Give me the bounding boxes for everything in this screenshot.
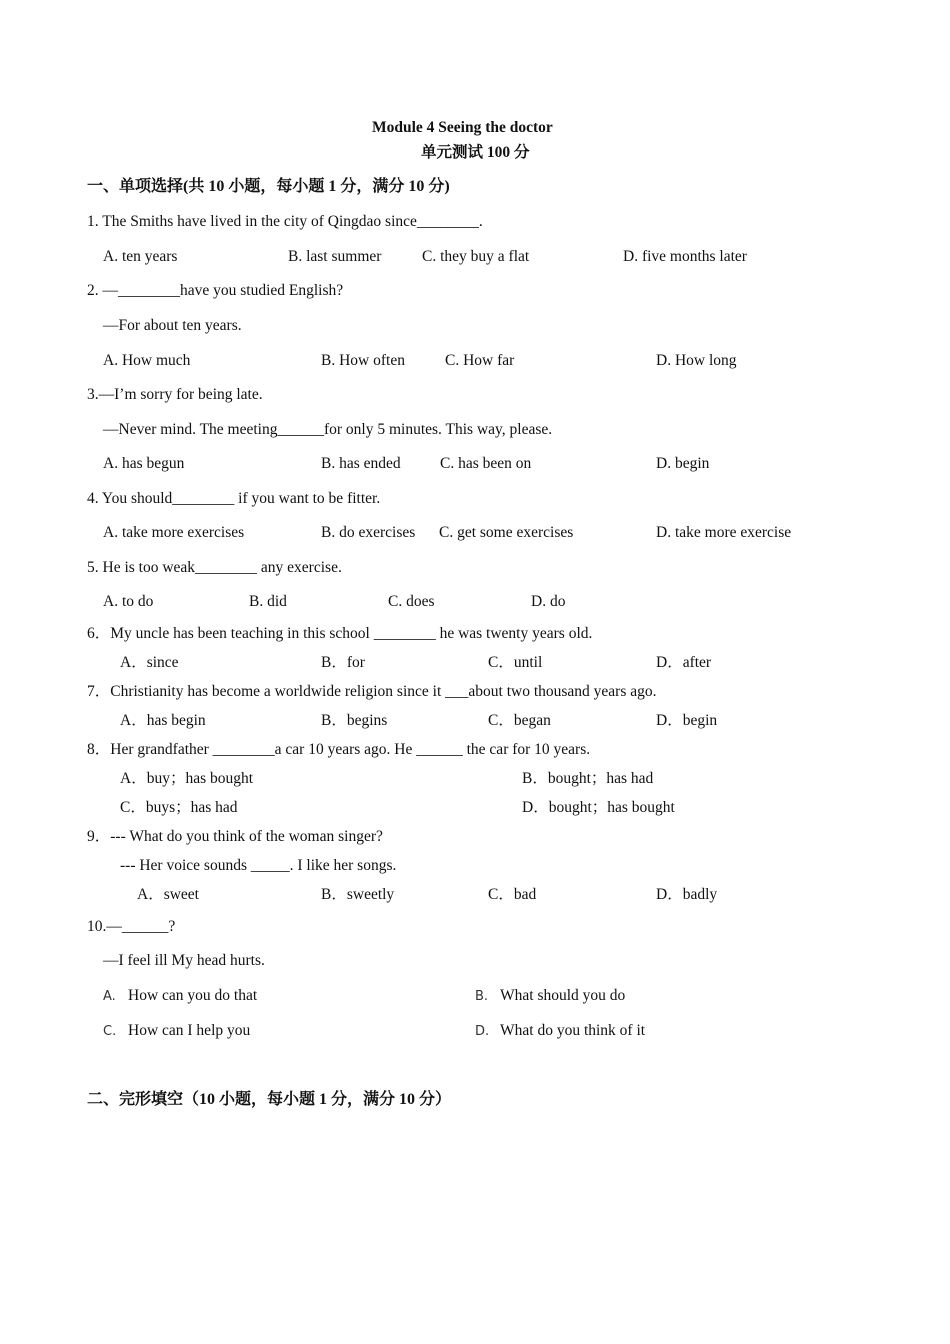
question-5-option-a: A. to do bbox=[103, 593, 154, 610]
question-1-option-a: A. ten years bbox=[103, 248, 178, 265]
section-2-heading: 二、完形填空（10 小题，每小题 1 分，满分 10 分） bbox=[87, 1091, 452, 1108]
question-2-option-a: A. How much bbox=[103, 352, 191, 369]
question-4-option-b: B. do exercises bbox=[321, 524, 416, 541]
question-10-option-d: What do you think of it bbox=[500, 1022, 646, 1039]
question-9-option-d: D．badly bbox=[656, 886, 718, 903]
question-9-stem: 9．--- What do you think of the woman singer? bbox=[87, 828, 383, 845]
question-8-stem: 8．Her grandfather ________a car 10 years ago. He ______ the car for 10 years. bbox=[87, 741, 591, 758]
question-2-reply: —For about ten years. bbox=[103, 317, 242, 334]
question-1-option-c: C. they buy a flat bbox=[422, 248, 530, 265]
question-10-reply: —I feel ill My head hurts. bbox=[103, 952, 265, 969]
question-7-option-c: C．began bbox=[488, 712, 551, 729]
question-7-option-d: D．begin bbox=[656, 712, 718, 729]
question-5-option-b: B. did bbox=[249, 593, 287, 610]
question-8-option-c: C．buys；has had bbox=[120, 799, 238, 816]
question-1-option-b: B. last summer bbox=[288, 248, 382, 265]
question-9-option-b: B．sweetly bbox=[321, 886, 395, 903]
question-5-option-d: D. do bbox=[531, 593, 566, 610]
section-1-heading: 一、单项选择(共 10 小题，每小题 1 分，满分 10 分) bbox=[87, 178, 450, 195]
question-4-option-d: D. take more exercise bbox=[656, 524, 792, 541]
question-5-stem: 5. He is too weak________ any exercise. bbox=[87, 559, 342, 576]
question-4-option-a: A. take more exercises bbox=[103, 524, 245, 541]
question-5-option-c: C. does bbox=[388, 593, 435, 610]
question-6-option-d: D．after bbox=[656, 654, 712, 671]
question-3-reply: —Never mind. The meeting______for only 5 minutes. This way, please. bbox=[103, 421, 553, 438]
question-9-reply: --- Her voice sounds _____. I like her songs. bbox=[120, 857, 397, 874]
question-7-option-b: B．begins bbox=[321, 712, 388, 729]
question-7-option-a: A．has begin bbox=[120, 712, 206, 729]
question-10-stem: 10.—______? bbox=[87, 918, 176, 935]
question-10-option-d-letter: D. bbox=[475, 1024, 490, 1039]
question-2-stem: 2. —________have you studied English? bbox=[87, 282, 344, 299]
question-6-option-b: B．for bbox=[321, 654, 365, 671]
question-10-option-c: How can I help you bbox=[128, 1022, 251, 1039]
question-7-stem: 7．Christianity has become a worldwide religion since it ___about two thousand years ago. bbox=[87, 683, 657, 700]
question-8-option-b: B．bought；has had bbox=[522, 770, 654, 787]
question-3-option-c: C. has been on bbox=[440, 455, 532, 472]
document-title: Module 4 Seeing the doctor bbox=[372, 119, 553, 136]
question-8-option-a: A．buy；has bought bbox=[120, 770, 254, 787]
question-3-stem: 3.—I’m sorry for being late. bbox=[87, 386, 263, 403]
question-10-option-a: How can you do that bbox=[128, 987, 258, 1004]
question-3-option-a: A. has begun bbox=[103, 455, 185, 472]
question-10-option-c-letter: C. bbox=[103, 1024, 117, 1039]
question-10-option-b: What should you do bbox=[500, 987, 626, 1004]
question-3-option-d: D. begin bbox=[656, 455, 710, 472]
question-10-option-a-letter: A. bbox=[103, 989, 116, 1004]
question-9-option-c: C．bad bbox=[488, 886, 537, 903]
question-2-option-c: C. How far bbox=[445, 352, 515, 369]
document-subtitle: 单元测试 100 分 bbox=[421, 144, 530, 161]
question-1-stem: 1. The Smiths have lived in the city of Qingdao since________. bbox=[87, 213, 483, 230]
question-2-option-b: B. How often bbox=[321, 352, 405, 369]
question-3-option-b: B. has ended bbox=[321, 455, 401, 472]
question-9-option-a: A．sweet bbox=[137, 886, 199, 903]
question-8-option-d: D．bought；has bought bbox=[522, 799, 675, 816]
question-6-stem: 6．My uncle has been teaching in this school ________ he was twenty years old. bbox=[87, 625, 593, 642]
question-4-option-c: C. get some exercises bbox=[439, 524, 574, 541]
question-1-option-d: D. five months later bbox=[623, 248, 747, 265]
question-2-option-d: D. How long bbox=[656, 352, 737, 369]
question-10-option-b-letter: B. bbox=[475, 989, 489, 1004]
question-6-option-c: C．until bbox=[488, 654, 543, 671]
question-4-stem: 4. You should________ if you want to be fitter. bbox=[87, 490, 381, 507]
question-6-option-a: A．since bbox=[120, 654, 179, 671]
